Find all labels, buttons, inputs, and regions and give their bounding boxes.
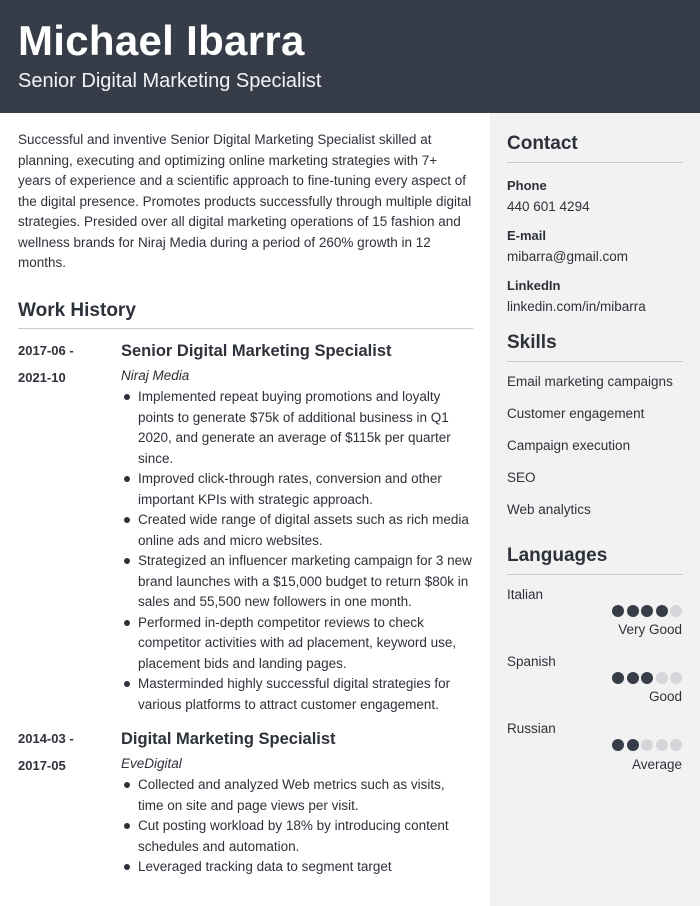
divider (507, 361, 683, 362)
rating-dot-empty (670, 605, 682, 617)
skill-item: Campaign execution (507, 438, 631, 453)
job-bullet: Strategized an influencer marketing campaign for 3 new brand launches with a $15,000 budget to return $80k in sales and 55,500 new followers in one month. (121, 551, 473, 613)
job-date-start: 2017-06 - (18, 343, 74, 358)
rating-dot-filled (612, 739, 624, 751)
job-date-start: 2014-03 - (18, 731, 74, 746)
summary-section (18, 130, 473, 274)
job-bullet: Implemented repeat buying promotions and loyalty points to generate $75k of additional business in Q1 2020, and generate an average of $115k per quarter since. (121, 387, 473, 469)
job-body (121, 340, 473, 715)
job-bullet: Masterminded highly successful digital strategies for various platforms to attract customer engagement. (121, 674, 473, 715)
skill-item: Web analytics (507, 502, 591, 517)
languages-title: Languages (507, 545, 608, 566)
job-bullet: Created wide range of digital assets such as rich media online ads and micro websites. (121, 510, 473, 551)
skills-heading (507, 331, 683, 362)
job-body (121, 728, 473, 878)
language-level: Good (648, 689, 682, 704)
skill-item: SEO (507, 470, 536, 485)
job-bullet: Improved click-through rates, conversion and other important KPIs with strategic approach. (121, 469, 473, 510)
rating-dot-filled (627, 672, 639, 684)
languages-heading (507, 544, 683, 575)
rating-dot-empty (641, 739, 653, 751)
language-rating (612, 605, 682, 617)
rating-dot-filled (627, 739, 639, 751)
job-dates (18, 340, 98, 388)
rating-dot-filled (612, 672, 624, 684)
work-history-title: Work History (18, 300, 136, 321)
contact-section (507, 132, 683, 316)
language-level: Average (631, 757, 682, 772)
divider (18, 328, 473, 329)
contact-title: Contact (507, 133, 578, 154)
rating-dot-filled (641, 672, 653, 684)
job-bullet: Performed in-depth competitor reviews to check competitor activities with ad placement, keyword use, placement bids and landing pages. (121, 613, 473, 675)
divider (507, 574, 683, 575)
candidate-title: Senior Digital Marketing Specialist (18, 70, 322, 92)
linkedin-label: LinkedIn (507, 278, 561, 293)
job-dates (18, 728, 98, 776)
rating-dot-empty (656, 739, 668, 751)
job-bullet: Cut posting workload by 18% by introducing content schedules and automation. (121, 816, 473, 857)
skill-item: Customer engagement (507, 406, 645, 421)
rating-dot-filled (656, 605, 668, 617)
candidate-name: Michael Ibarra (18, 17, 305, 64)
rating-dot-filled (612, 605, 624, 617)
job-company: EveDigital (121, 756, 182, 771)
phone-value: 440 601 4294 (507, 199, 590, 214)
linkedin-value: linkedin.com/in/mibarra (507, 299, 646, 314)
rating-dot-empty (670, 672, 682, 684)
skill-item: Email marketing campaigns (507, 374, 673, 389)
rating-dot-empty (656, 672, 668, 684)
language-name: Italian (507, 587, 544, 602)
job-bullets (121, 387, 473, 715)
phone-label: Phone (507, 178, 547, 193)
divider (507, 162, 683, 163)
job-date-end: 2017-05 (18, 758, 66, 773)
job-role: Digital Marketing Specialist (121, 730, 336, 748)
skills-title: Skills (507, 332, 557, 353)
job-role: Senior Digital Marketing Specialist (121, 342, 392, 360)
job-bullet: Leveraged tracking data to segment target (121, 857, 473, 878)
language-rating (612, 672, 682, 684)
work-history-heading (18, 299, 473, 329)
job-bullet: Collected and analyzed Web metrics such as visits, time on site and page views per visit. (121, 775, 473, 816)
summary-text: Successful and inventive Senior Digital Marketing Specialist skilled at planning, executing and optimizing online marketing strategies with 7+ years of experience and a scientific approach to fine-tuning every aspect of the digital presence. Promotes products successfully through multiple digital strategies. Presided over all digital marketing operations of 15 fashion and wellness brands for Niraj Media during a period of 260% growth in 12 months. (18, 132, 472, 270)
email-label: E-mail (507, 228, 547, 243)
language-name: Russian (507, 721, 556, 736)
rating-dot-filled (627, 605, 639, 617)
rating-dot-filled (641, 605, 653, 617)
rating-dot-empty (670, 739, 682, 751)
language-name: Spanish (507, 654, 556, 669)
job-company: Niraj Media (121, 368, 190, 383)
language-rating (612, 739, 682, 751)
email-value: mibarra@gmail.com (507, 249, 628, 264)
job-date-end: 2021-10 (18, 370, 66, 385)
language-level: Very Good (618, 622, 682, 637)
job-bullets (121, 775, 473, 878)
resume-header (0, 0, 700, 113)
